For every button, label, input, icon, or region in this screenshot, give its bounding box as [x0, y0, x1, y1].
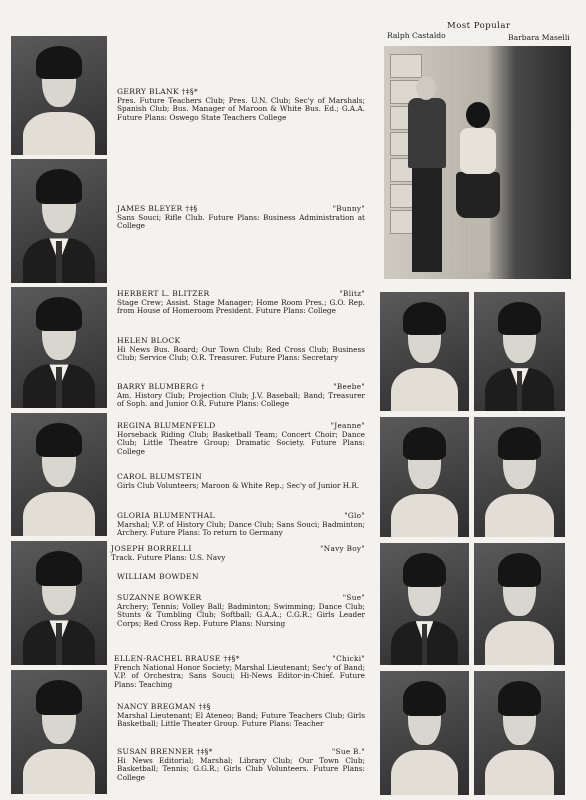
entry-nickname: "Bunny"	[332, 204, 365, 213]
entry-joseph-borrelli	[111, 545, 365, 562]
entry-gerry-blank	[117, 88, 365, 122]
entry-activities: Hi News Bus. Board; Our Town Club; Red Cross Club; Business Club; Service Club; O.R. Treasurer. Future Plans: Secretary	[117, 344, 365, 363]
entry-ellen-rachel-brause	[114, 655, 365, 689]
entry-activities: Sans Souci; Rifle Club. Future Plans: Business Administration at College	[117, 212, 365, 231]
portrait-suzanne-bowker	[474, 543, 565, 665]
portrait-herbert-blitzer	[11, 287, 107, 408]
most-popular-left-name: Ralph Castaldo	[387, 31, 446, 40]
entry-name: HELEN BLOCK	[117, 336, 181, 345]
entry-name: GLORIA BLUMENTHAL	[117, 511, 215, 520]
entry-carol-blumstein	[117, 473, 365, 490]
portrait-helen-block	[380, 292, 469, 411]
entry-nickname: "Glo"	[344, 511, 365, 520]
entry-activities: Stage Crew; Assist. Stage Manager; Home Room Pres.; G.O. Rep. from House of Homeroom President. Future Plans: College	[117, 297, 365, 316]
entry-herbert-blitzer	[117, 290, 365, 316]
entry-activities: French National Honor Society; Marshal Lieutenant; Sec'y of Band; V.P. of Orchestra; Sans Souci; Hi-News Editor-in-Chief. Future Plans: Teaching	[114, 662, 365, 689]
portrait-ellen-rachel-brause	[380, 671, 469, 795]
entry-name: NANCY BREGMAN †‡§	[117, 702, 211, 711]
entry-name: SUZANNE BOWKER	[117, 593, 202, 602]
entry-name: ELLEN-RACHEL BRAUSE †‡§*	[114, 654, 240, 663]
entry-name: JAMES BLEYER †‡§	[117, 204, 198, 213]
entry-name: BARRY BLUMBERG †	[117, 382, 205, 391]
entry-name: SUSAN BRENNER †‡§*	[117, 747, 213, 756]
portrait-gerry-blank	[11, 36, 107, 155]
entry-nancy-bregman	[117, 703, 365, 729]
portrait-carol-blumstein	[380, 417, 469, 537]
entry-nickname: "Navy Boy"	[320, 544, 365, 553]
entry-name: HERBERT L. BLITZER	[117, 289, 210, 298]
entry-barry-blumberg	[117, 383, 365, 409]
entry-name: JOSEPH BORRELLI	[111, 544, 192, 553]
entry-name: REGINA BLUMENFELD	[117, 421, 216, 430]
entry-nickname: "Sue B."	[331, 747, 365, 756]
entry-name: GERRY BLANK †‡§*	[117, 87, 199, 96]
entry-name: CAROL BLUMSTEIN	[117, 472, 203, 481]
entry-activities: Marshal Lieutenant; El Ateneo; Band; Future Teachers Club; Girls Basketball; Little Theater Group. Future Plans: Teacher	[117, 710, 365, 729]
portrait-joseph-borrelli	[11, 541, 107, 665]
entry-nickname: "Jeanne"	[330, 421, 365, 430]
portrait-gloria-blumenthal	[474, 417, 565, 537]
most-popular-photo	[384, 46, 571, 279]
entry-william-bowden	[117, 573, 365, 582]
entry-activities: Horseback Riding Club; Basketball Team; Concert Choir; Dance Club; Little Theatre Group; Dramatic Society. Future Plans: College	[117, 429, 365, 456]
entry-activities: Archery; Tennis; Volley Ball; Badminton; Swimming; Dance Club; Stunts & Tumbling Club; Softball; G.A.A.; C.G.R.; Girls Leader Corps; Red Cross Rep. Future Plans: Nursing	[117, 601, 365, 628]
portrait-james-bleyer	[11, 159, 107, 283]
entry-james-bleyer	[117, 205, 365, 231]
entry-helen-block	[117, 337, 365, 363]
portrait-susan-brenner	[11, 670, 107, 794]
entry-activities: Pres. Future Teachers Club; Pres. U.N. Club; Sec'y of Marshals; Spanish Club; Bus. Manager of Maroon & White Bus. Ed.; G.A.A. Future Plans: Oswego State Teachers College	[117, 95, 365, 122]
entry-name: WILLIAM BOWDEN	[117, 572, 199, 581]
portrait-william-bowden	[380, 543, 469, 665]
entry-gloria-blumenthal	[117, 512, 365, 538]
most-popular-title: Most Popular	[447, 21, 511, 31]
entry-nickname: "Sue"	[342, 593, 365, 602]
entry-activities: Track. Future Plans: U.S. Navy	[111, 552, 226, 562]
entry-susan-brenner	[117, 748, 365, 782]
most-popular-right-name: Barbara Maselli	[508, 33, 570, 42]
entry-activities: Hi News Editorial; Marshal; Library Club; Our Town Club; Basketball; Tennis; G.G.R.; Girls Club Volunteers. Future Plans: College	[117, 755, 365, 782]
entry-activities: Marshal; V.P. of History Club; Dance Club; Sans Souci; Badminton; Archery. Future Plans: To return to Germany	[117, 519, 365, 538]
entry-regina-blumenfeld	[117, 422, 365, 456]
entry-nickname: "Beebe"	[333, 382, 365, 391]
entry-activities: Am. History Club; Projection Club; J.V. Baseball; Band; Treasurer of Soph. and Junior O.R. Future Plans: College	[117, 390, 365, 409]
entry-nickname: "Chicki"	[332, 654, 365, 663]
entry-activities: Girls Club Volunteers; Maroon & White Rep.; Sec'y of Junior H.R.	[117, 480, 360, 490]
entry-nickname: "Blitz"	[339, 289, 365, 298]
portrait-regina-blumenfeld	[11, 413, 107, 536]
entry-suzanne-bowker	[117, 594, 365, 628]
portrait-barry-blumberg	[474, 292, 565, 411]
portrait-nancy-bregman	[474, 671, 565, 795]
